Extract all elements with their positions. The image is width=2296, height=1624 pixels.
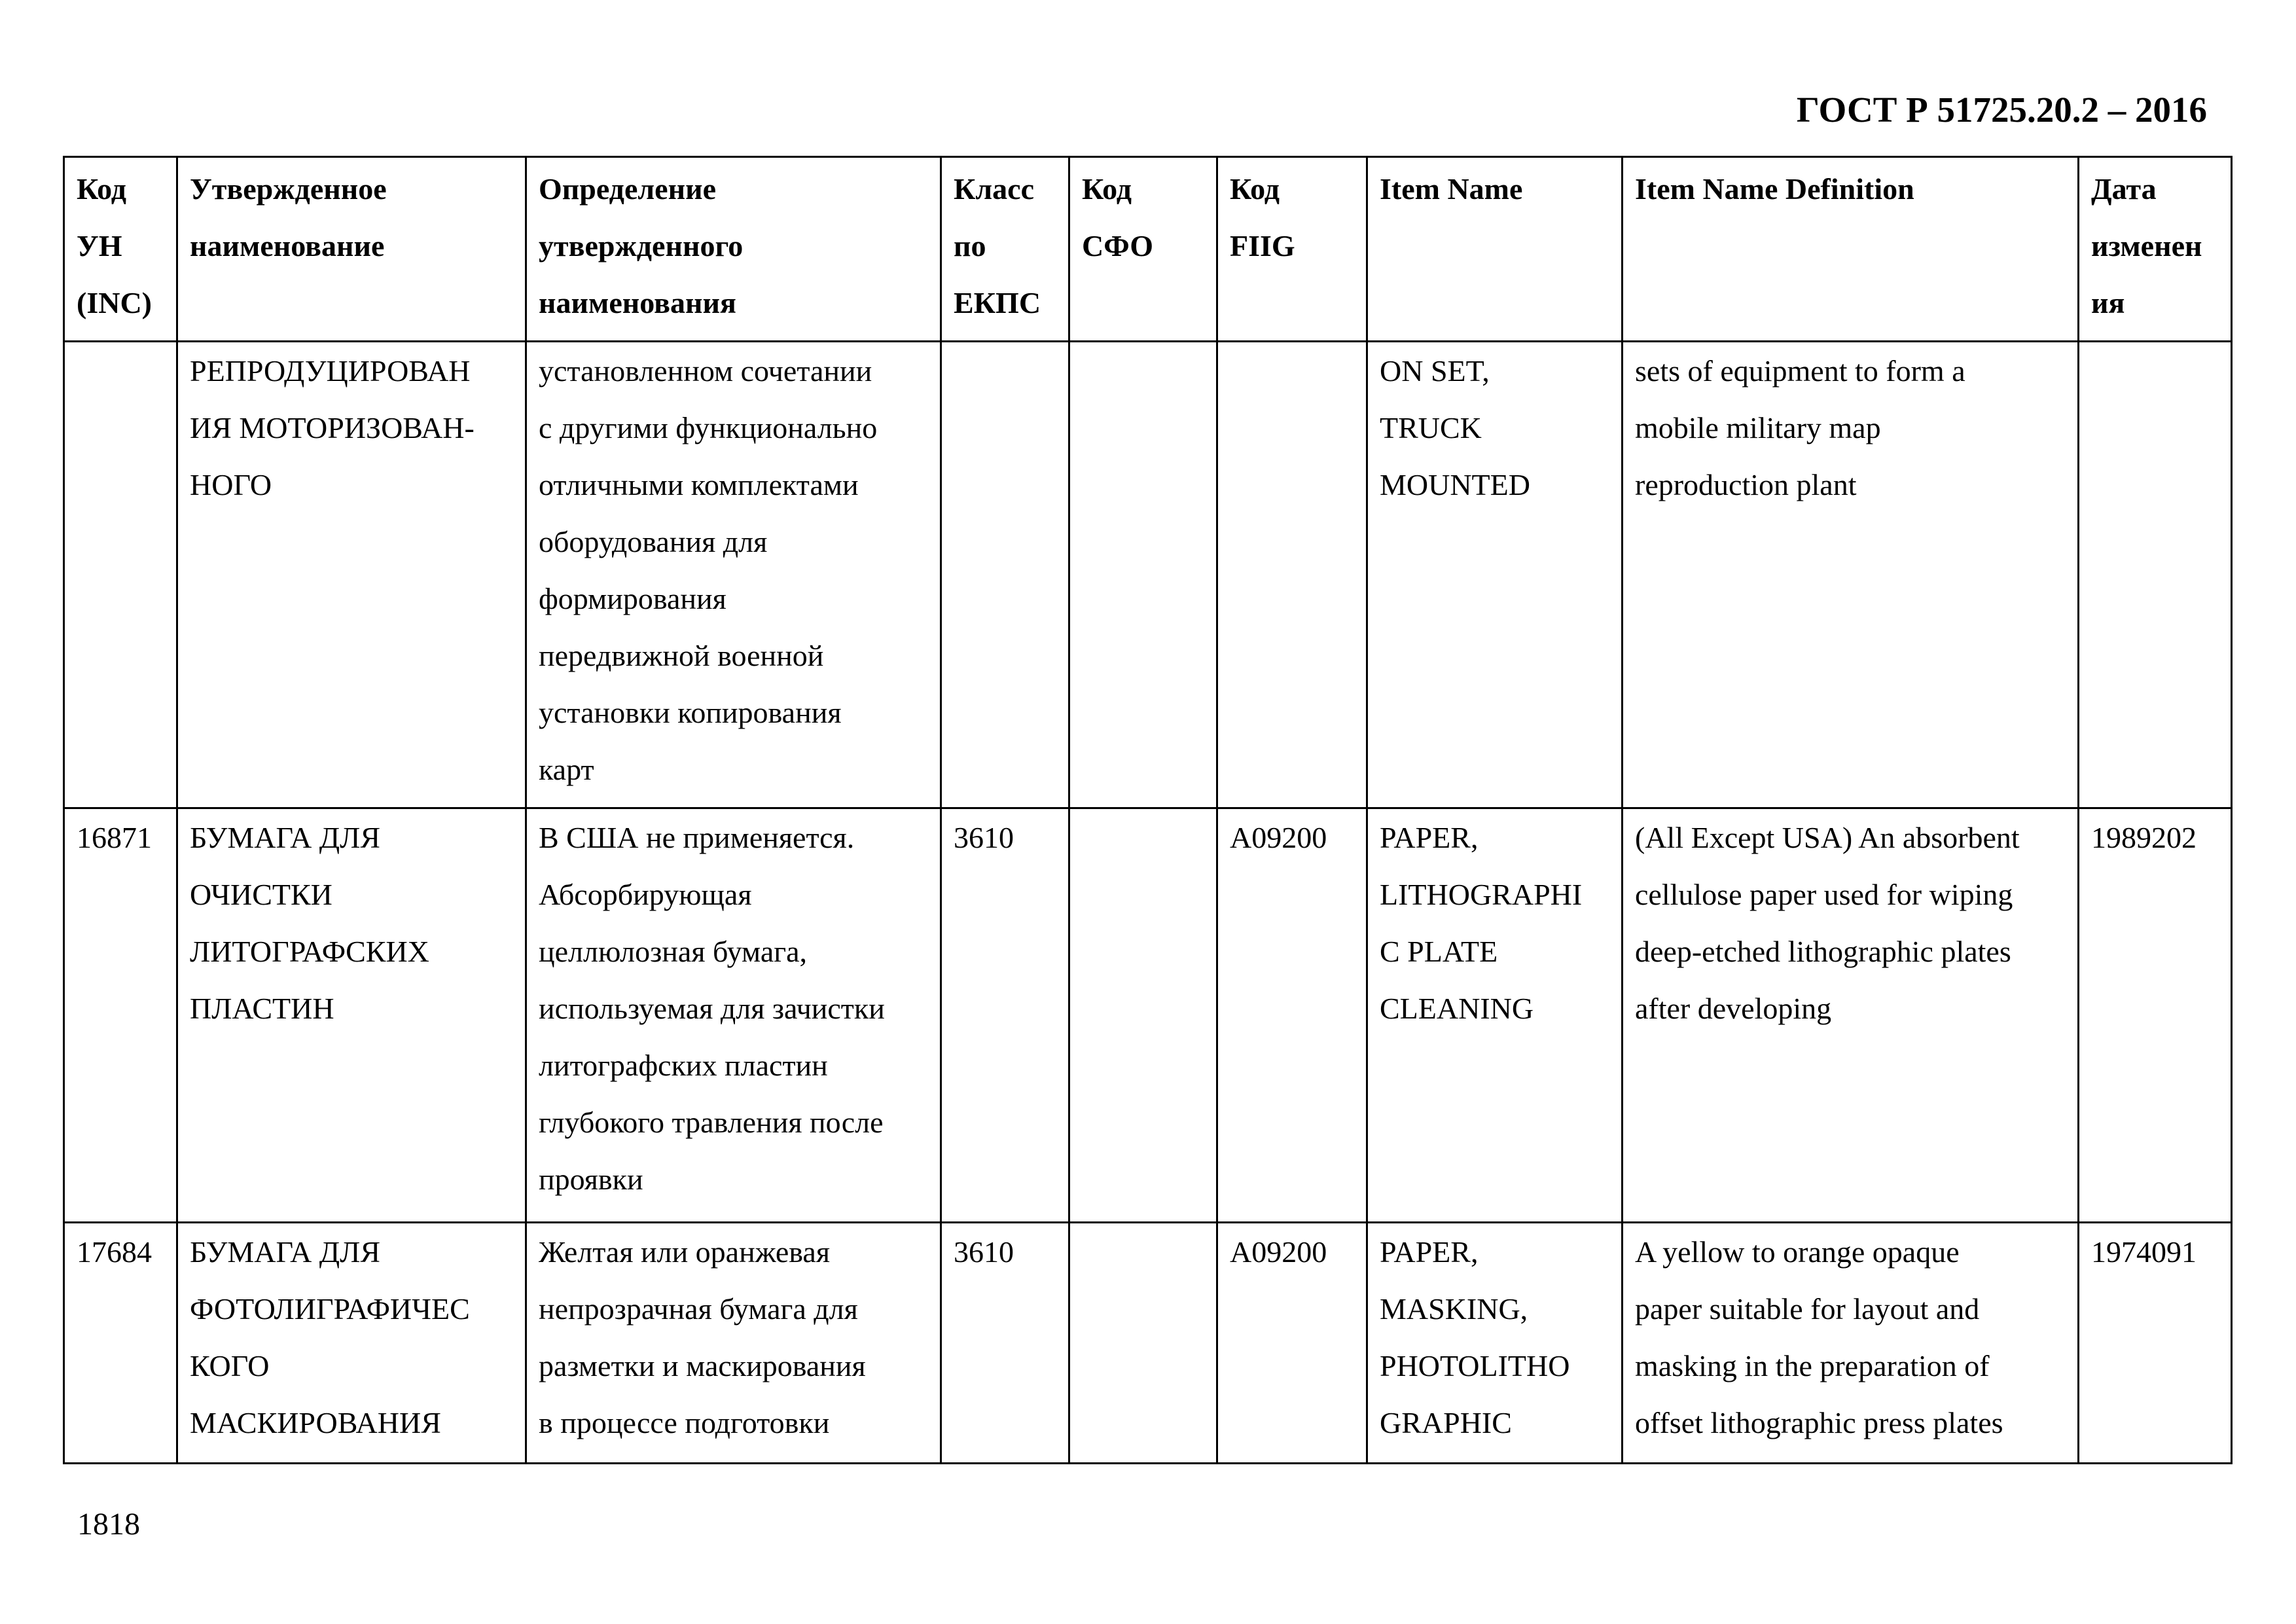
column-header-class [941,157,1069,342]
cell-line: A yellow to orange opaque [1635,1235,1960,1269]
cell-fiig [1217,1223,1367,1464]
cell-line: Абсорбирующая [539,878,752,911]
cell-line: разметки и маскирования [539,1349,866,1382]
cell-line: sets of equipment to form a [1635,354,1965,388]
page-number: 1818 [77,1507,140,1542]
column-header-line: Дата [2091,172,2157,206]
cell-line: установленном сочетании [539,354,872,388]
cell-class [941,808,1069,1223]
cell-line: целлюлозная бумага, [539,935,808,968]
column-header-line: УН [77,229,122,262]
cell-line: оборудования для [539,525,768,558]
cell-line: ПЛАСТИН [190,992,334,1025]
cell-line: используемая для зачистки [539,992,885,1025]
cell-fiig [1217,808,1367,1223]
cell-line: PAPER, [1380,821,1479,854]
cell-line: формирования [539,582,726,615]
cell-line: offset lithographic press plates [1635,1406,2003,1439]
cell-line: after developing [1635,992,1832,1025]
cell-line: ФОТОЛИГРАФИЧЕС [190,1292,470,1326]
cell-line: mobile military map [1635,411,1881,444]
cell-value: A09200 [1230,821,1327,854]
cell-line: ИЯ МОТОРИЗОВАН- [190,411,475,444]
cell-line: КОГО [190,1349,270,1382]
cell-sfo [1069,808,1217,1223]
cell-definition-ru [526,1223,941,1464]
column-header-item-name [1367,157,1623,342]
cell-line: МАСКИРОВАНИЯ [190,1406,441,1439]
cell-value: 1974091 [2091,1235,2197,1269]
cell-line: masking in the preparation of [1635,1349,1990,1382]
column-header-line: утвержденного [539,229,744,262]
column-header-sfo [1069,157,1217,342]
column-header-line: наименование [190,229,385,262]
cell-name-ru [177,1223,526,1464]
column-header-definition-ru [526,157,941,342]
catalog-table [63,156,2233,1464]
cell-value: 17684 [77,1235,152,1269]
cell-line: в процессе подготовки [539,1406,830,1439]
cell-inc [64,1223,177,1464]
column-header-line: изменен [2091,229,2202,262]
column-header-line: Утвержденное [190,172,387,206]
cell-line: БУМАГА ДЛЯ [190,1235,381,1269]
cell-value: 3610 [954,1235,1014,1269]
cell-line: MASKING, [1380,1292,1528,1326]
cell-line: cellulose paper used for wiping [1635,878,2013,911]
column-header-item-def [1623,157,2079,342]
column-header-inc [64,157,177,342]
table-row [64,808,2232,1223]
cell-value: 3610 [954,821,1014,854]
cell-item-name [1367,1223,1623,1464]
cell-line: reproduction plant [1635,468,1857,501]
column-header-line: СФО [1082,229,1154,262]
column-header-line: Код [1082,172,1132,206]
column-header-line: Код [1230,172,1280,206]
cell-line: ЛИТОГРАФСКИХ [190,935,429,968]
column-header-line: Код [77,172,127,206]
cell-date [2079,1223,2232,1464]
cell-item-name [1367,808,1623,1223]
cell-line: TRUCK [1380,411,1482,444]
cell-line: (All Except USA) An absorbent [1635,821,2020,854]
table-body [64,342,2232,1464]
cell-line: Желтая или оранжевая [539,1235,830,1269]
column-header-line: Класс [954,172,1034,206]
column-header-line: по [954,229,986,262]
cell-line: литографских пластин [539,1049,828,1082]
cell-line: РЕПРОДУЦИРОВАН [190,354,471,388]
cell-item-def [1623,1223,2079,1464]
column-header-line: FIIG [1230,229,1295,262]
cell-line: C PLATE [1380,935,1498,968]
header-row [64,157,2232,342]
column-header-line: Item Name Definition [1635,172,1914,206]
cell-name-ru [177,808,526,1223]
column-header-name-ru [177,157,526,342]
cell-name-ru [177,342,526,808]
cell-line: paper suitable for layout and [1635,1292,1980,1326]
column-header-line: ЕКПС [954,286,1041,319]
column-header-line: наименования [539,286,736,319]
cell-value: 1989202 [2091,821,2197,854]
column-header-line: Item Name [1380,172,1523,206]
cell-line: передвижной военной [539,639,824,672]
cell-item-def [1623,808,2079,1223]
cell-line: deep-etched lithographic plates [1635,935,2011,968]
table-row [64,1223,2232,1464]
cell-item-def [1623,342,2079,808]
cell-line: БУМАГА ДЛЯ [190,821,381,854]
cell-line: установки копирования [539,696,842,729]
cell-line: LITHOGRAPHI [1380,878,1583,911]
column-header-fiig [1217,157,1367,342]
cell-sfo [1069,1223,1217,1464]
cell-line: с другими функционально [539,411,878,444]
cell-definition-ru [526,808,941,1223]
cell-value: A09200 [1230,1235,1327,1269]
cell-line: карт [539,753,594,786]
cell-item-name [1367,342,1623,808]
cell-inc [64,342,177,808]
cell-sfo [1069,342,1217,808]
cell-line: CLEANING [1380,992,1534,1025]
column-header-line: (INC) [77,286,152,319]
cell-line: НОГО [190,468,272,501]
cell-definition-ru [526,342,941,808]
cell-date [2079,342,2232,808]
cell-line: проявки [539,1163,643,1196]
cell-class [941,342,1069,808]
cell-line: ОЧИСТКИ [190,878,332,911]
cell-inc [64,808,177,1223]
cell-class [941,1223,1069,1464]
cell-line: GRAPHIC [1380,1406,1512,1439]
column-header-date [2079,157,2232,342]
document-code: ГОСТ Р 51725.20.2 – 2016 [1796,90,2207,130]
table-header [64,157,2232,342]
cell-fiig [1217,342,1367,808]
cell-line: PAPER, [1380,1235,1479,1269]
cell-date [2079,808,2232,1223]
cell-line: В США не применяется. [539,821,855,854]
cell-line: PHOTOLITHO [1380,1349,1570,1382]
cell-value: 16871 [77,821,152,854]
cell-line: непрозрачная бумага для [539,1292,858,1326]
cell-line: глубокого травления после [539,1106,884,1139]
column-header-line: ия [2091,286,2125,319]
table-row [64,342,2232,808]
column-header-line: Определение [539,172,717,206]
cell-line: ON SET, [1380,354,1490,388]
cell-line: MOUNTED [1380,468,1530,501]
cell-line: отличными комплектами [539,468,859,501]
